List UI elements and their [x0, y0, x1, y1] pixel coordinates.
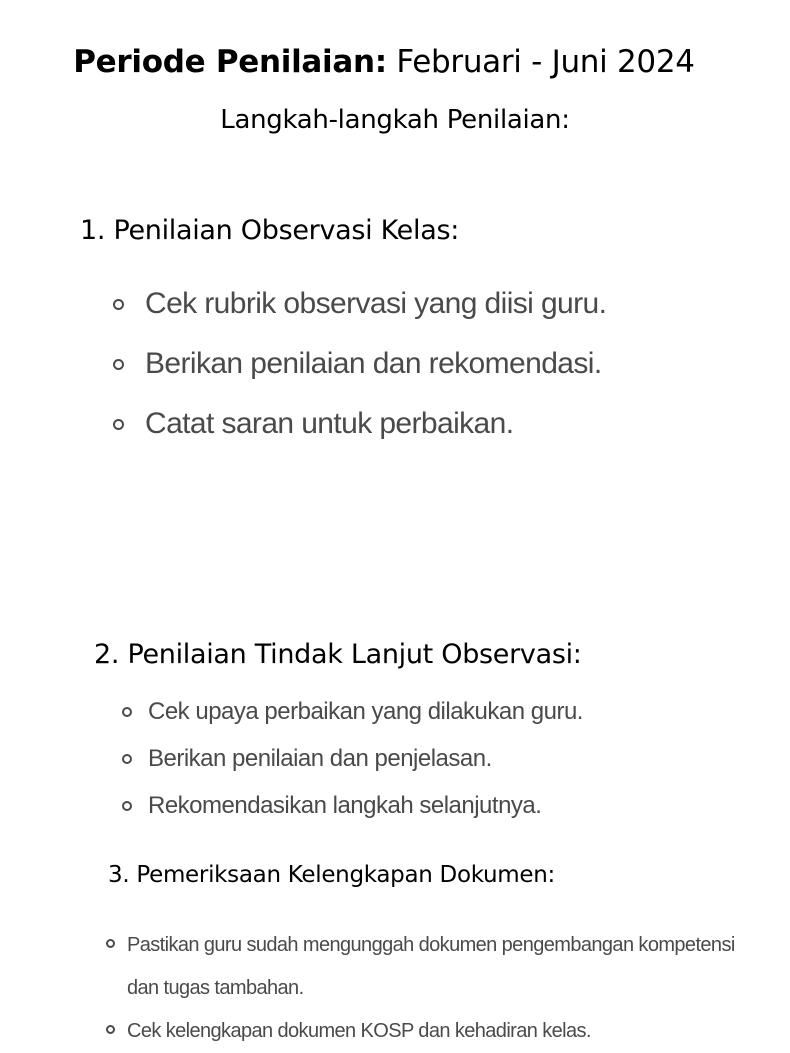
list-item-text: Catat saran untuk perbaikan. — [145, 407, 514, 440]
period-value: Februari - Juni 2024 — [386, 44, 695, 80]
list-item-text: Cek upaya perbaikan yang dilakukan guru. — [148, 698, 583, 725]
list-item — [118, 694, 583, 741]
list-item — [112, 282, 606, 342]
list-item — [112, 342, 606, 402]
section-heading-dokumen: 3. Pemeriksaan Kelengkapan Dokumen: — [108, 862, 555, 888]
list-item — [118, 741, 583, 788]
bullet-circle-icon — [106, 939, 115, 948]
bullet-circle-icon — [122, 754, 132, 764]
list-item-text: Rekomendasikan langkah selanjutnya. — [148, 792, 542, 819]
period-label: Periode Penilaian: — [73, 44, 387, 80]
list-item-text: Cek kelengkapan dokumen KOSP dan kehadiran kelas. — [127, 1020, 591, 1042]
list-item — [112, 402, 606, 462]
list-item-text: Cek rubrik observasi yang diisi guru. — [145, 287, 607, 320]
section-list-tindak-lanjut — [118, 694, 583, 835]
bullet-circle-icon — [113, 419, 124, 430]
list-item-text: Berikan penilaian dan penjelasan. — [148, 745, 492, 772]
bullet-circle-icon — [113, 359, 124, 370]
bullet-circle-icon — [122, 801, 132, 811]
section-heading-tindak-lanjut: 2. Penilaian Tindak Lanjut Observasi: — [94, 639, 582, 670]
bullet-circle-icon — [122, 707, 132, 717]
bullet-circle-icon — [106, 1025, 115, 1034]
list-item-text: Pastikan guru sudah mengunggah dokumen pengembangan kompetensi dan tugas tambahan. — [127, 934, 735, 999]
section-heading-observasi: 1. Penilaian Observasi Kelas: — [80, 215, 460, 246]
section-list-observasi — [112, 282, 606, 462]
list-item — [118, 788, 583, 835]
bullet-circle-icon — [113, 299, 124, 310]
list-item-text: Berikan penilaian dan rekomendasi. — [145, 347, 602, 380]
section-list-dokumen — [104, 924, 747, 1053]
page-subtitle: Langkah-langkah Penilaian: — [220, 105, 570, 135]
list-item — [104, 1010, 747, 1053]
list-item — [104, 924, 747, 1010]
page-title — [0, 42, 768, 82]
